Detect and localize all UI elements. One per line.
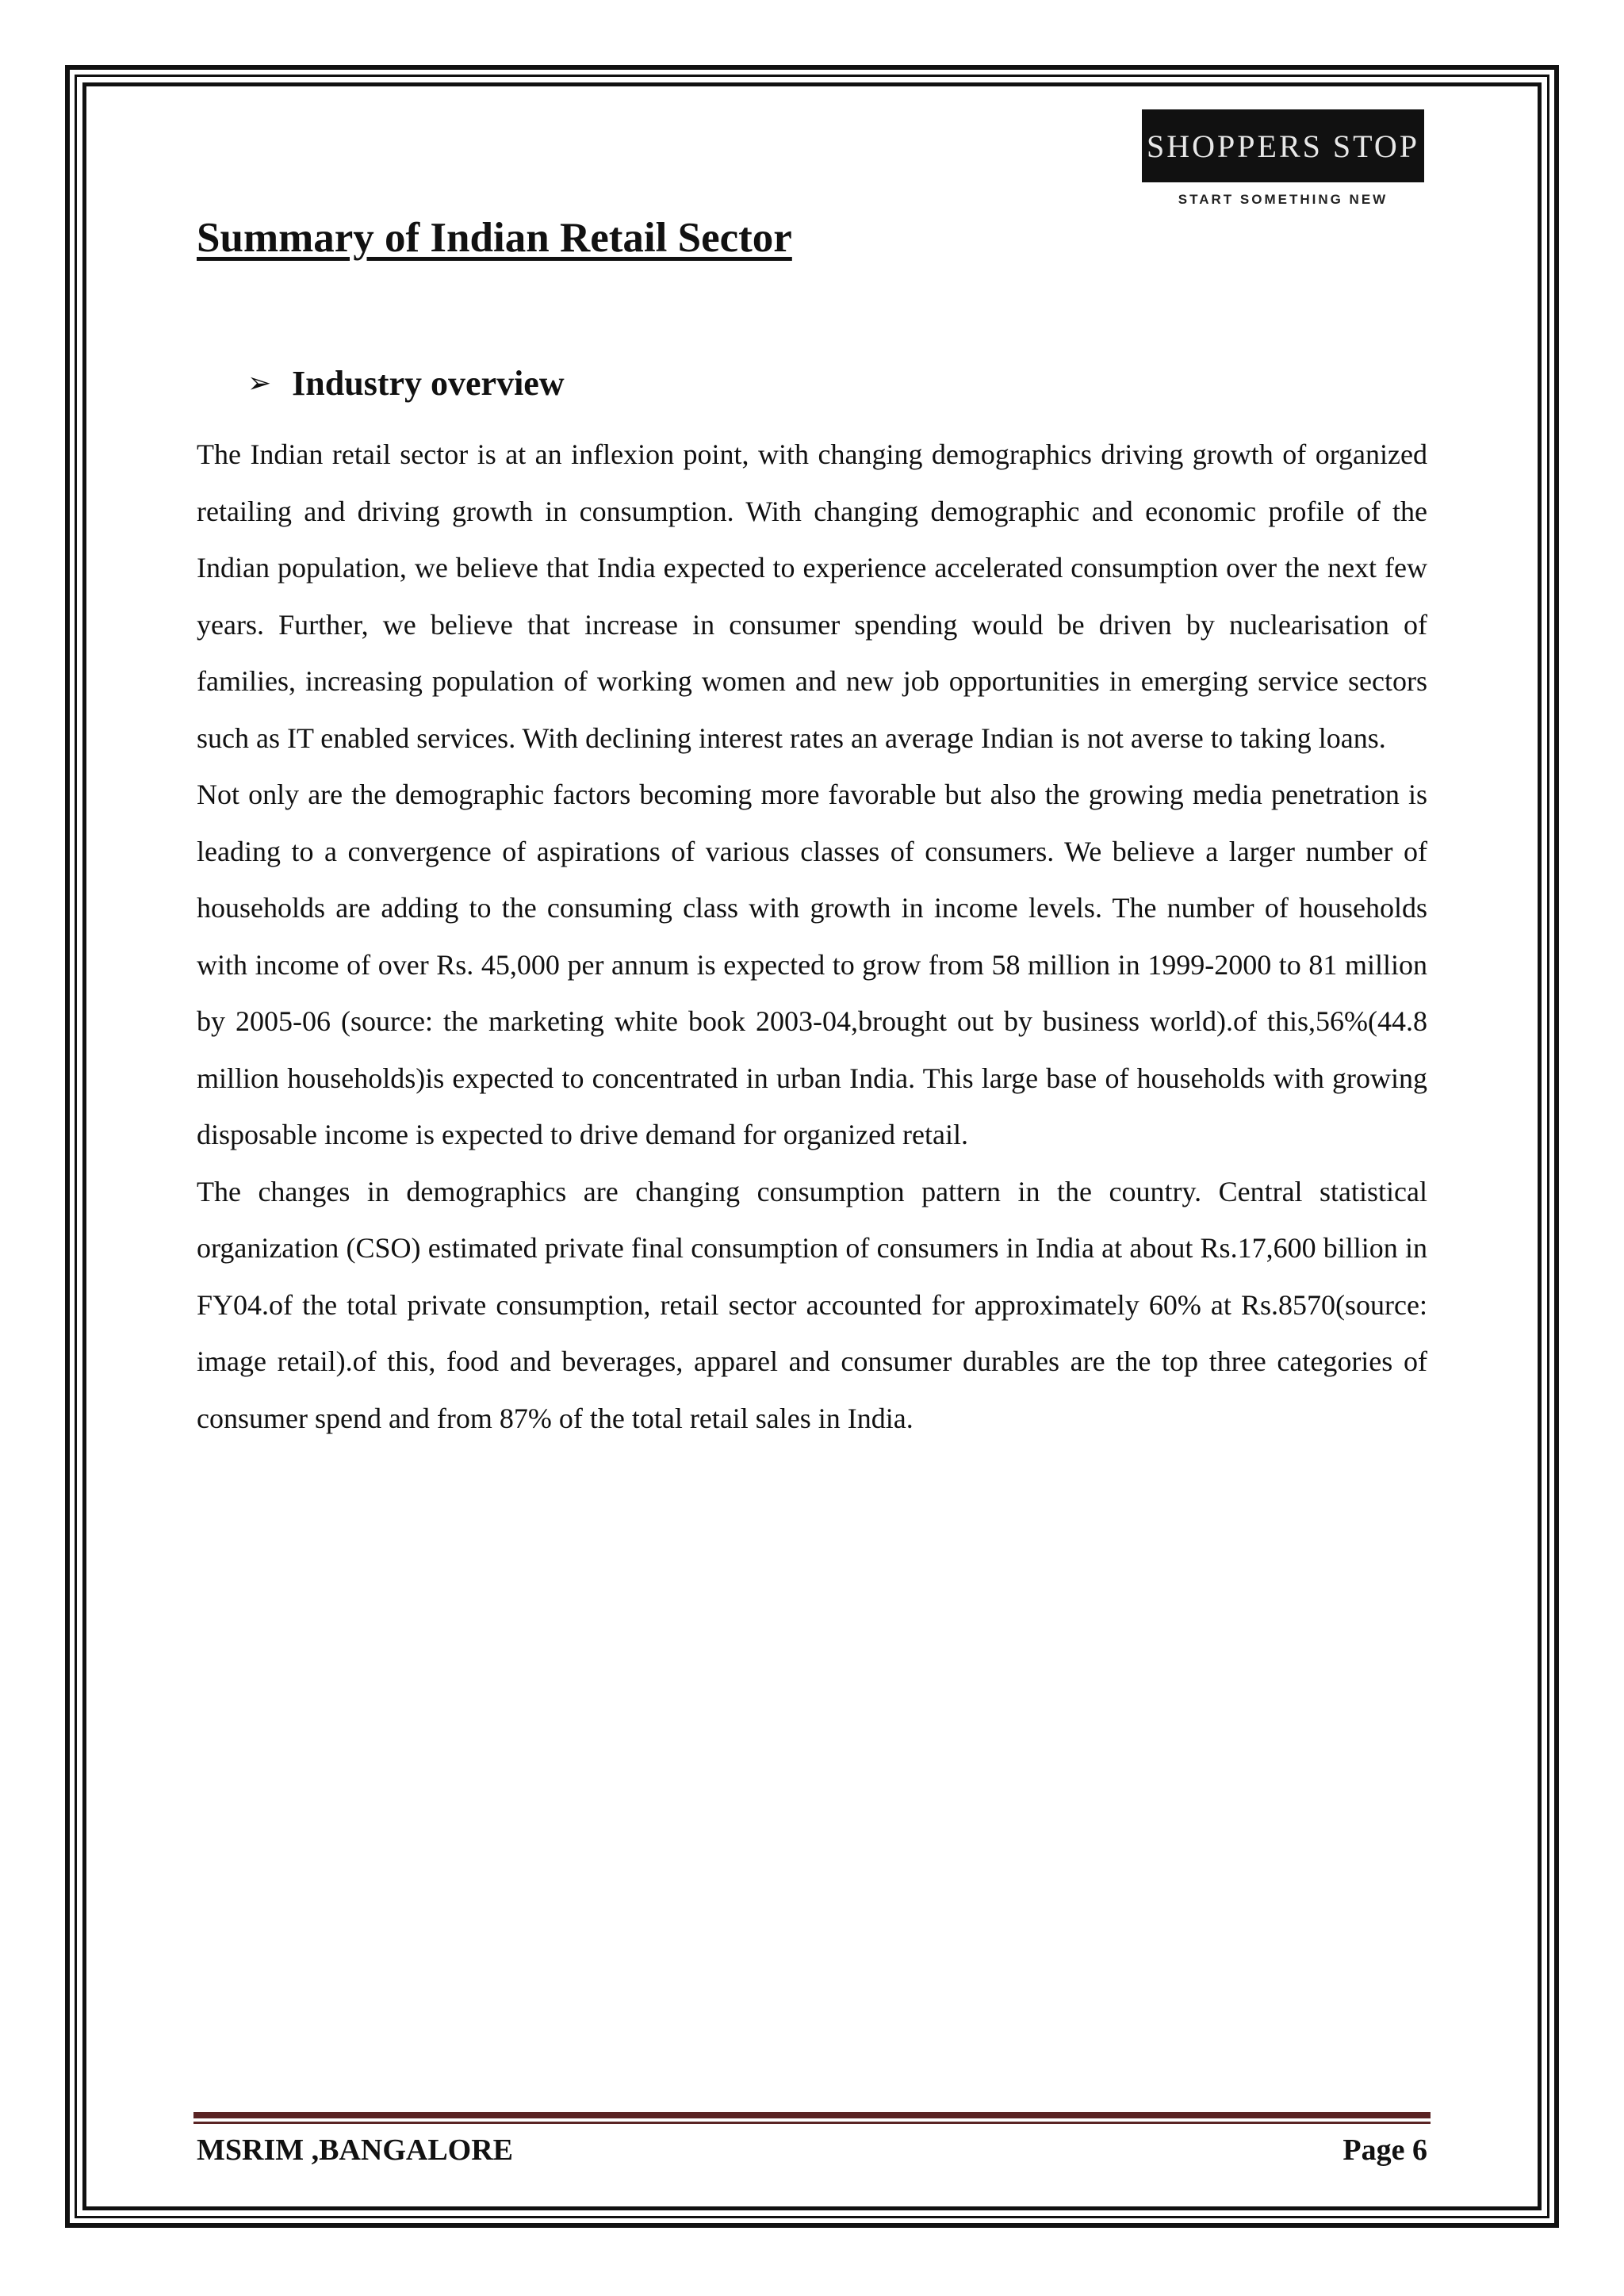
body-text (197, 427, 1427, 1447)
paragraph-2: Not only are the demographic factors becoming more favorable but also the growing media penetration is leading to a convergence of aspirations of various classes of consumers. We believe a larger number of households are adding to the consuming class with growth in income levels. The number of households with income of over Rs. 45,000 per annum is expected to grow from 58 million in 1999-2000 to 81 million by 2005-06 (source: the marketing white book 2003-04,brought out by business world).of this,56%(44.8 million households)is expected to concentrated in urban India. This large base of households with growing disposable income is expected to drive demand for organized retail. (197, 779, 1427, 1150)
section-heading-text: Industry overview (292, 364, 565, 403)
logo-wordmark: SHOPPERS STOP (1142, 109, 1424, 182)
section-heading (247, 363, 565, 404)
paragraph-1: The Indian retail sector is at an inflexion point, with changing demographics driving growth of organized retailing and driving growth in consumption. With changing demographic and economic profile of the Indian population, we believe that India expected to experience accelerated consumption over the next few years. Further, we believe that increase in consumer spending would be driven by nuclearisation of families, increasing population of working women and new job opportunities in emerging service sectors such as IT enabled services. With declining interest rates an average Indian is not averse to taking loans. (197, 438, 1427, 754)
page-title: Summary of Indian Retail Sector (197, 215, 792, 261)
shoppers-stop-logo (1142, 109, 1424, 208)
logo-tagline: START SOMETHING NEW (1178, 192, 1388, 207)
arrow-bullet-icon: ➢ (247, 367, 272, 400)
page-number: Page 6 (1342, 2133, 1427, 2167)
footer-rule-thin (193, 2122, 1431, 2124)
footer-institution: MSRIM ,BANGALORE (197, 2133, 514, 2167)
paragraph-3: The changes in demographics are changing consumption pattern in the country. Central statistical organization (CSO) estimated private final consumption of consumers in India at about Rs.17,600 billion in FY04.of the total private consumption, retail sector accounted for approximately 60% at Rs.8570(source: image retail).of this, food and beverages, apparel and consumer durables are the top three categories of consumer spend and from 87% of the total retail sales in India. (197, 1175, 1427, 1434)
footer-rule (193, 2112, 1431, 2118)
